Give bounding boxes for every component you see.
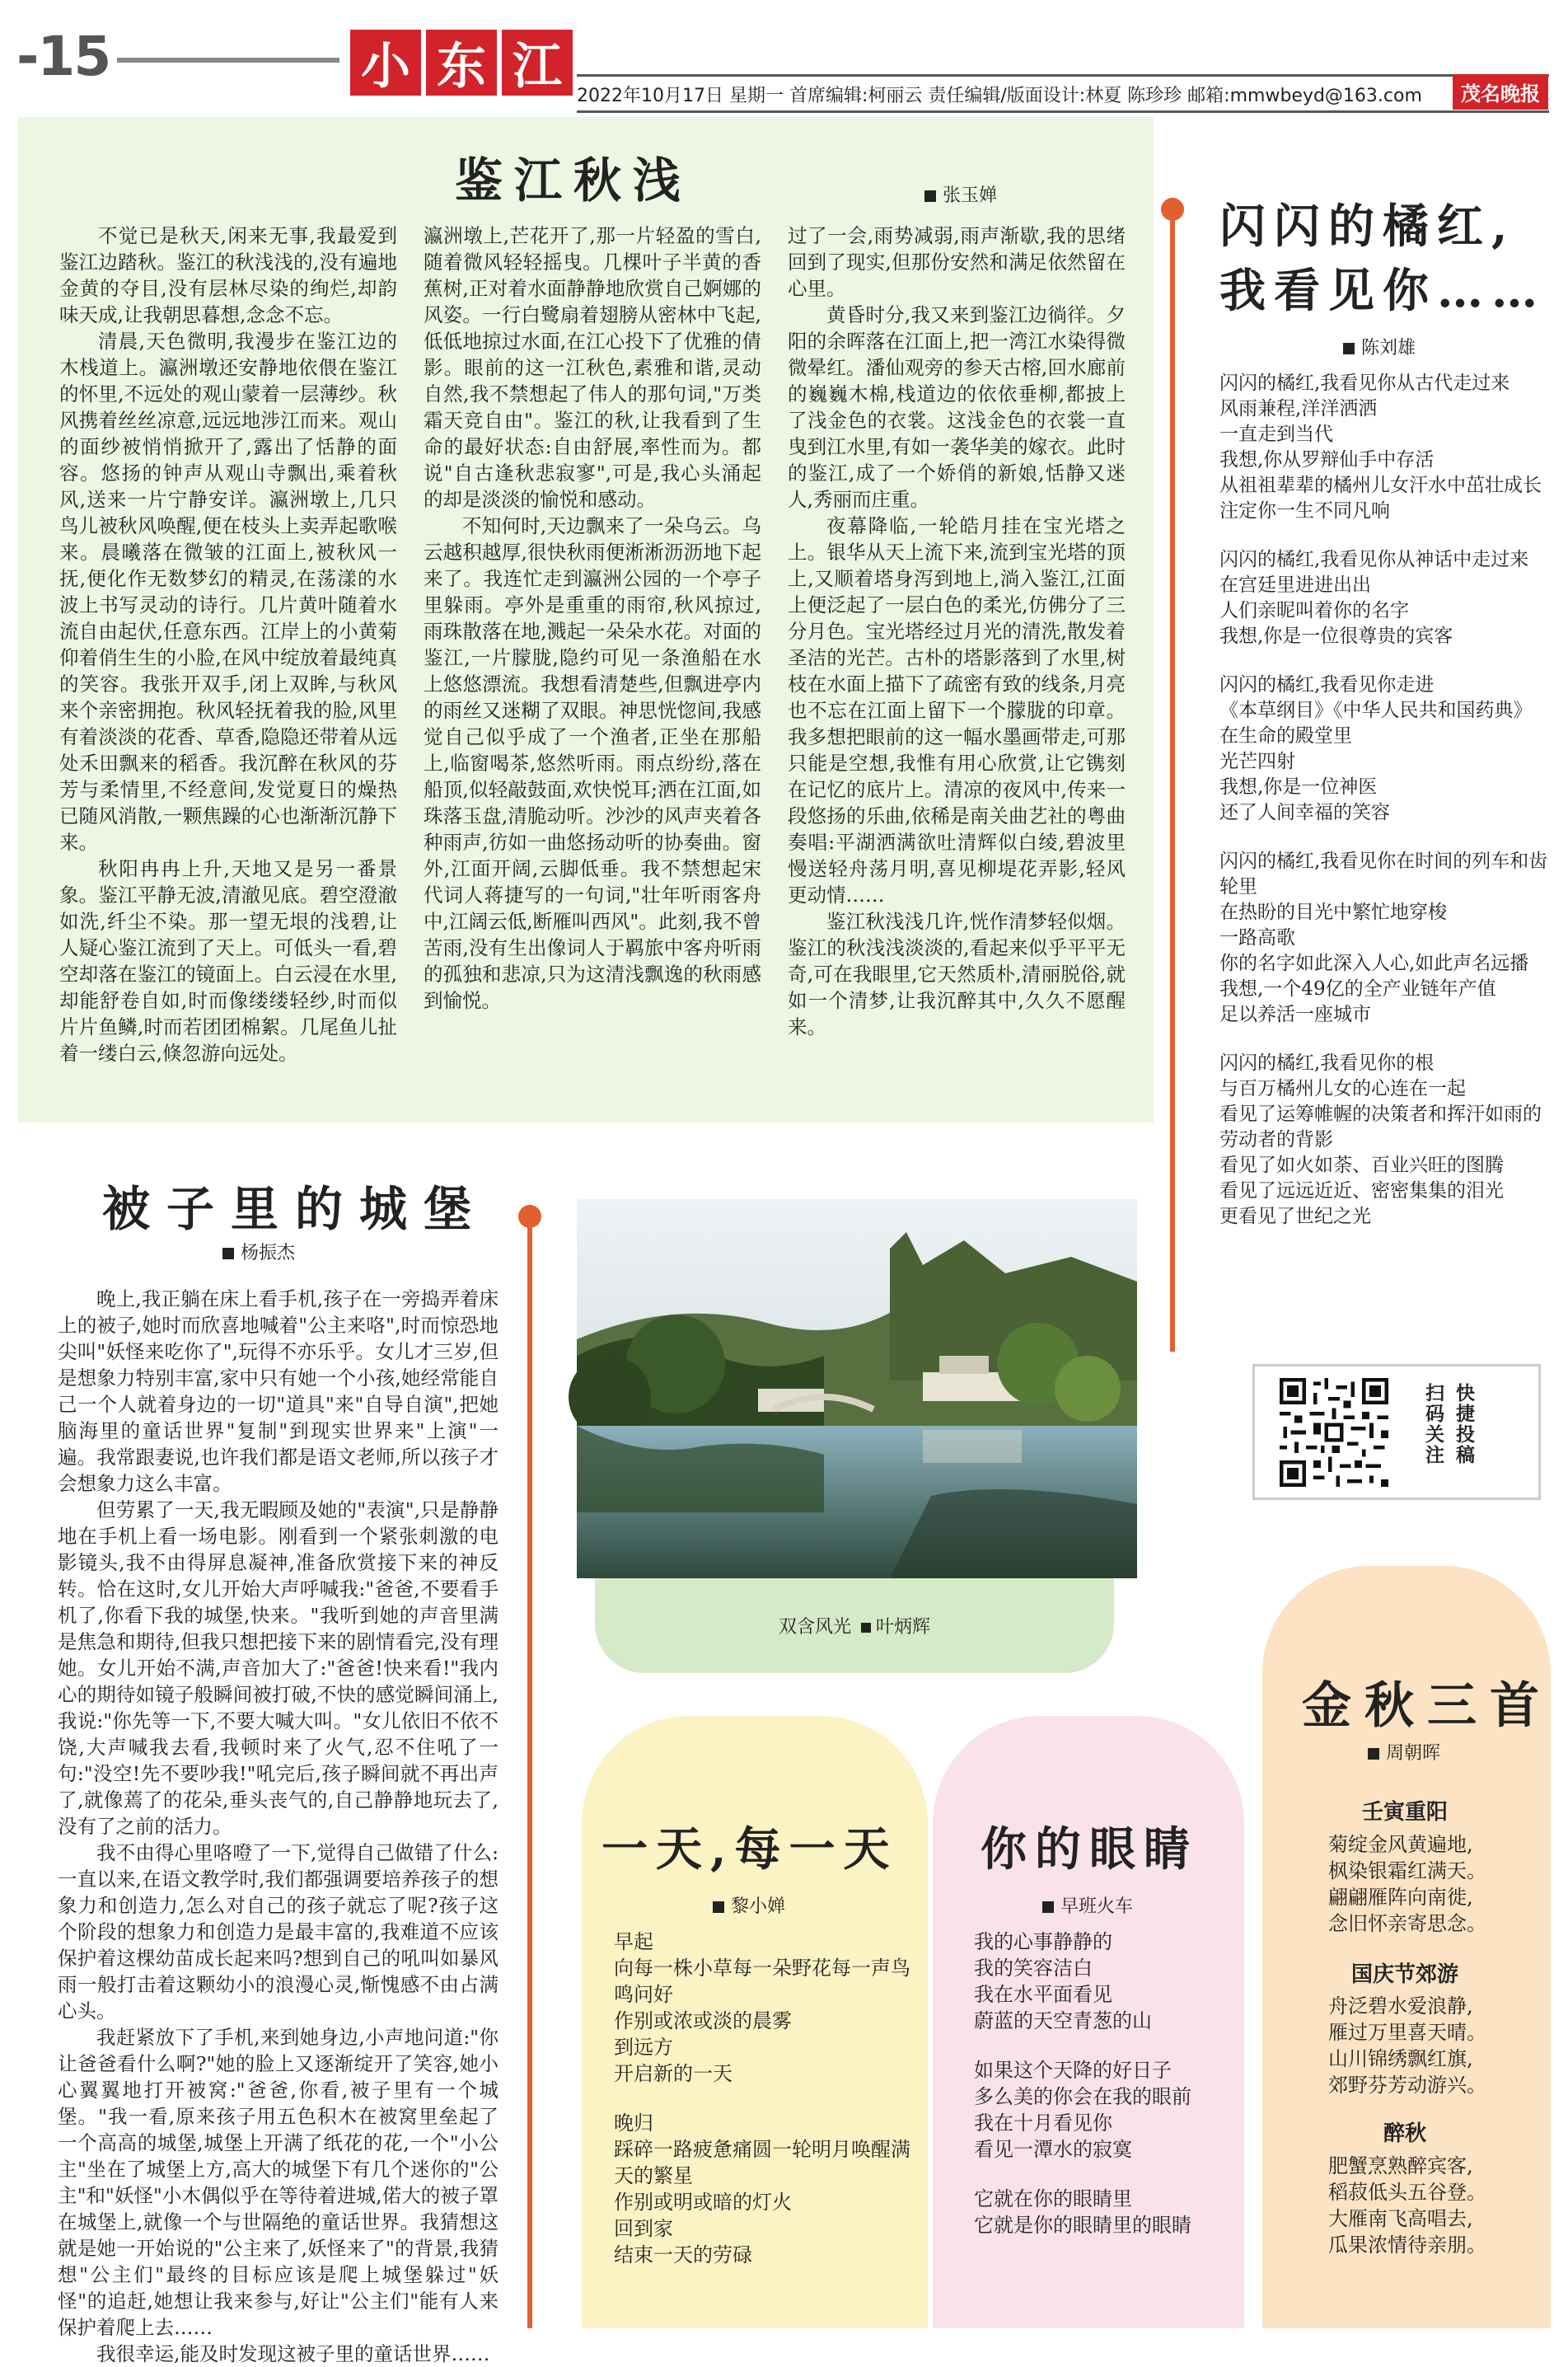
paragraph: 鉴江秋浅浅几许,恍作清梦轻似烟。鉴江的秋浅浅淡淡的,看起来似乎平平无奇,可在我眼里,它天然质朴,清丽脱俗,就如一个清梦,让我沉醉其中,久久不愿醒来。 (788, 910, 1126, 1038)
qr-code-icon[interactable] (1280, 1378, 1388, 1487)
poem-line: 晚归 (614, 2112, 653, 2135)
article-title: 你的眼睛 (981, 1822, 1198, 1877)
byline-square-icon (861, 1623, 871, 1633)
decorative-dot-icon (518, 1205, 541, 1228)
paragraph: 我赶紧放下了手机,来到她身边,小声地问道:"你让爸爸看什么啊?"她的脸上又逐渐绽开了笑容,她小心翼翼地打开被窝:"爸爸,你看,被子里有一个城堡。"我一看,原来孩子用五色积木在被窝里垒起了一个高高的城堡,城堡上开满了纸花的花,一个"小公主"坐在了城堡上方,高大的城堡下有几个迷你的"公主"和"妖怪"小木偶似乎在等待着进城,偌大的被子罩在城堡上,就像一个与世隔绝的童话世界。我猜想这就是她一开始说的"公主来了,妖怪来了"的背景,我猜想"公主们"最终的目标应该是爬上城堡躲过"妖怪"的追赶,她想让我来参与,好让"公主们"能有人来保护着爬上去…… (58, 2026, 498, 2339)
decorative-divider (1170, 198, 1175, 1352)
paragraph: 我不由得心里咯噔了一下,觉得自己做错了什么:一直以来,在语文教学时,我们都强调要培养孩子的想象力和创造力,怎么对自己的孩子就忘了呢?孩子这个阶段的想象力和创造力是最丰富的,我难道不应该保护着这棵幼苗成长起来吗?想到自己的吼叫如暴风雨一般打击着这颗幼小的浪漫心灵,惭愧感不由占满心头。 (58, 1841, 498, 2022)
stanza-break (1219, 524, 1549, 547)
byline-square-icon (713, 1901, 724, 1913)
stanza-break (614, 2087, 919, 2110)
byline-square-icon (1343, 343, 1355, 354)
qr-caption (1420, 1383, 1477, 1465)
poem-body (974, 1929, 1238, 2238)
poem-line: 大雁南飞高唱去, (1328, 2207, 1473, 2230)
poem-line: 闪闪的橘红,我看见你从神话中走过来 (1219, 549, 1529, 570)
byline-square-icon (222, 1248, 234, 1259)
article-byline (713, 1892, 785, 1918)
article-body (58, 1286, 498, 2365)
poem-line: 闪闪的橘红,我看见你从古代走过来 (1219, 373, 1510, 394)
poem-line: 念旧怀亲寄思念。 (1328, 1912, 1486, 1935)
stanza-break (1219, 1028, 1549, 1051)
poem-subtitle: 醉秋 (1383, 2121, 1426, 2146)
poem-line: 人们亲昵叫着你的名字 (1219, 600, 1409, 621)
poem-line: 结束一天的劳碌 (614, 2243, 752, 2266)
title-line: 闪闪的橘红, (1219, 199, 1516, 254)
paragraph: 不知何时,天边飘来了一朵乌云。乌云越积越厚,很快秋雨便淅淅沥沥地下起来了。我连忙走到瀛洲公园的一个亭子里躲雨。亭外是重重的雨帘,秋风掠过,雨珠散落在地,溅起一朵朵水花。对面的鉴江,一片朦胧,隐约可见一条渔船在水上悠悠漂流。我想看清楚些,但飘进亭内的雨丝又迷糊了双眼。神思恍惚间,我感觉自己似乎成了一个渔者,正坐在那船上,临窗喝茶,悠然听雨。雨点纷纷,落在船顶,似轻敲鼓面,欢快悦耳;洒在江面,如珠落玉盘,清脆动听。沙沙的风声夹着各种雨声,彷如一曲悠扬动听的协奏曲。窗外,江面开阔,云脚低垂。我不禁想起宋代词人蒋捷写的一句词,"壮年听雨客舟中,江阔云低,断雁叫西风"。此刻,我不曾苦雨,没有生出像词人于羁旅中客舟听雨的孤独和悲凉,只为这清浅飘逸的秋雨感到愉悦。 (424, 514, 761, 1012)
paragraph: 但劳累了一天,我无暇顾及她的"表演",只是静静地在手机上看一场电影。刚看到一个紧张刺激的电影镜头,我不由得屏息凝神,准备欣赏接下来的神反转。恰在这时,女儿开始大声呼喊我:"爸爸,不要看手机了,你看下我的城堡,快来。"我听到她的声音里满是焦急和期待,但我只想把接下来的剧情看完,没有理她。女儿开始不满,声音加大了:"爸爸!快来看!"我内心的期待如镜子般瞬间被打破,不快的感觉瞬间涌上,我说:"你先等一下,不要大喊大叫。"女儿依旧不依不饶,大声喊我去看,我顿时来了火气,忍不住吼了一句:"没空!先不要吵我!"吼完后,孩子瞬间就不再出声了,就像蔫了的花朵,垂头丧气的,自己静静地玩去了,没有了之前的活力。 (58, 1498, 498, 1838)
stanza-break (974, 2034, 1238, 2057)
article-jianjiang-qiuqian (18, 117, 1154, 1123)
author-name: 杨振杰 (241, 1243, 296, 1263)
author-name: 早班火车 (1060, 1896, 1134, 1917)
poem-line: 一直走到当代 (1219, 424, 1333, 445)
decorative-divider (527, 1205, 532, 2328)
article-title: 被子里的城堡 (102, 1181, 489, 1237)
poem-line: 足以养活一座城市 (1219, 1004, 1371, 1025)
poem-line: 我的心事静静的 (974, 1930, 1112, 1953)
poem-line: 光芒四射 (1219, 751, 1295, 772)
poem-line: 与百万橘州儿女的心连在一起 (1219, 1078, 1466, 1099)
paper-logo: 茂名晚报 (1453, 74, 1548, 110)
poem-body (1328, 1993, 1526, 2098)
poem-line: 我想,你从罗辩仙手中存活 (1219, 449, 1435, 471)
masthead (0, 0, 1568, 115)
poem-line: 雁过万里喜天晴。 (1328, 2021, 1486, 2044)
qr-caption-column: 快捷投稿 (1453, 1383, 1474, 1465)
article-column (59, 223, 397, 1096)
poem-line: 它就是你的眼睛里的眼睛 (974, 2214, 1191, 2237)
poem-line: 蔚蓝的天空青葱的山 (974, 2009, 1152, 2032)
poem-line: 看见了运筹帷幄的决策者和挥汗如雨的劳动者的背影 (1219, 1104, 1542, 1151)
masthead-info: 2022年10月17日 星期一 首席编辑:柯丽云 责任编辑/版面设计:林夏 陈珍珍 邮箱:mmwbeyd@163.com (577, 74, 1549, 113)
poem-line: 闪闪的橘红,我看见你的根 (1219, 1052, 1435, 1074)
paragraph: 过了一会,雨势减弱,雨声渐歇,我的思绪回到了现实,但那份安然和满足依然留在心里。 (788, 224, 1126, 300)
article-column (788, 223, 1126, 1096)
photo-author: 叶炳辉 (876, 1617, 931, 1638)
poem-line: 菊绽金风黄遍地, (1328, 1833, 1473, 1856)
poem-line: 瓜果浓情待亲朋。 (1328, 2233, 1486, 2257)
poem-line: 稻菽低头五谷登。 (1328, 2181, 1486, 2204)
paragraph: 不觉已是秋天,闲来无事,我最爱到鉴江边踏秋。鉴江的秋浅浅的,没有遍地金黄的夺目,没有层林尽染的绚烂,却韵味天成,让我朝思暮想,念念不忘。 (59, 224, 397, 326)
poem-line: 肥蟹烹熟醉宾客, (1328, 2154, 1473, 2177)
byline-square-icon (1042, 1901, 1054, 1913)
page-number: -15 (16, 25, 110, 88)
paragraph: 晚上,我正躺在床上看手机,孩子在一旁捣弄着床上的被子,她时而欣喜地喊着"公主来咯",时而惊恐地尖叫"妖怪来吃你了",玩得不亦乐乎。女儿才三岁,但是想象力特别丰富,家中只有她一个小孩,她经常能自己一个人就着身边的一切"道具"来"自导自演",把她脑海里的童话世界"复制"到现实世界来"上演"一遍。我常跟妻说,也许我们都是语文老师,所以孩子才会想象力这么丰富。 (58, 1287, 498, 1495)
article-byline (1368, 1739, 1440, 1765)
stanza-break (1219, 826, 1549, 849)
qr-caption-column: 扫码关注 (1422, 1383, 1444, 1465)
column-title-char: 小 (350, 30, 421, 96)
author-name: 黎小婵 (731, 1896, 786, 1917)
paragraph: 秋阳冉冉上升,天地又是另一番景象。鉴江平静无波,清澈见底。碧空澄澈如洗,纤尘不染。那一望无垠的浅碧,让人疑心鉴江流到了天上。可低头一看,碧空却落在鉴江的镜面上。白云浸在水里,却能舒卷自如,时而像缕缕轻纱,时而似片片鱼鳞,时而若团团棉絮。几尾鱼儿扯着一缕白云,倏忽游向远处。 (59, 857, 397, 1065)
poem-line: 如果这个天降的好日子 (974, 2059, 1172, 2082)
decorative-dot-icon (1161, 198, 1184, 221)
poem-line: 我想,你是一位很尊贵的宾客 (1219, 626, 1453, 647)
article-byline (924, 181, 997, 207)
poem-line: 山川锦绣飘红旗, (1328, 2047, 1473, 2070)
poem-line: 从祖祖辈辈的橘州儿女汗水中茁壮成长 (1219, 475, 1542, 496)
poem-subtitle: 国庆节郊游 (1350, 1962, 1458, 1987)
poem-line: 早起 (614, 1930, 653, 1953)
poem-line: 你的名字如此深入人心,如此声名远播 (1219, 953, 1529, 974)
poem-subtitle: 壬寅重阳 (1361, 1800, 1448, 1825)
article-title: 一天,每一天 (601, 1822, 898, 1877)
poem-line: 它就在你的眼睛里 (974, 2187, 1132, 2210)
photo-title: 双含风光 (778, 1617, 851, 1638)
poem-line: 注定你一生不同凡响 (1219, 500, 1390, 522)
poem-line: 作别或明或暗的灯火 (614, 2191, 792, 2214)
article-columns (59, 223, 1130, 1096)
poem-line: 我在十月看见你 (974, 2112, 1112, 2135)
poem-line: 翩翩雁阵向南徙, (1328, 1886, 1473, 1909)
poem-line: 枫染银霜红满天。 (1328, 1859, 1486, 1882)
poem-line: 多么美的你会在我的眼前 (974, 2085, 1191, 2108)
page-number-rule (117, 58, 339, 63)
poem-body (1219, 371, 1549, 1230)
poem-line: 作别或浓或淡的晨雾 (614, 2009, 792, 2032)
paragraph: 黄昏时分,我又来到鉴江边徜徉。夕阳的余晖落在江面上,把一湾江水染得微微晕红。潘仙观旁的参天古榕,回水廊前的巍巍木棉,栈道边的依依垂柳,都披上了浅金色的衣裳。这浅金色的衣裳一直曳到江水里,有如一袭华美的嫁衣。此时的鉴江,成了一个娇俏的新娘,恬静又迷人,秀丽而庄重。 (788, 303, 1126, 511)
article-title (1219, 195, 1549, 323)
poem-line: 我在水平面看见 (974, 1983, 1112, 2006)
poem-line: 《本草纲目》《中华人民共和国药典》 (1219, 700, 1533, 721)
poem-line: 在宫廷里进进出出 (1219, 574, 1371, 596)
stanza-break (1219, 649, 1549, 673)
poem-line: 在生命的殿堂里 (1219, 725, 1352, 747)
poem-line: 向每一株小草每一朵野花每一声鸟鸣问好 (614, 1957, 910, 2006)
byline-square-icon (924, 190, 936, 202)
poem-line: 回到家 (614, 2217, 673, 2240)
stanza-break (974, 2163, 1238, 2186)
author-name: 张玉婵 (943, 185, 998, 206)
article-byline (1042, 1892, 1133, 1918)
author-name: 周朝晖 (1386, 1743, 1441, 1764)
column-title (350, 30, 573, 96)
poem-line: 闪闪的橘红,我看见你走进 (1219, 674, 1435, 696)
column-title-char: 江 (502, 30, 573, 96)
poem-line: 我想,你是一位神医 (1219, 776, 1378, 798)
paragraph: 我很幸运,能及时发现这被子里的童话世界…… (96, 2342, 490, 2365)
column-title-char: 东 (426, 30, 497, 96)
paragraph: 清晨,天色微明,我漫步在鉴江边的木栈道上。瀛洲墩还安静地依偎在鉴江的怀里,不远处的观山蒙着一层薄纱。秋风携着丝丝凉意,远远地涉江而来。观山的面纱被悄悄掀开了,露出了恬静的面容。悠扬的钟声从观山寺飘出,乘着秋风,送来一片宁静安详。瀛洲墩上,几只鸟儿被秋风唤醒,便在枝头上卖弄起歌喉来。晨曦落在微皱的江面上,被秋风一抚,便化作无数梦幻的精灵,在荡漾的水波上书写灵动的诗行。几片黄叶随着水流自由起伏,任意东西。江岸上的小黄菊仰着俏生生的小脸,在风中绽放着最纯真的笑容。我张开双手,闭上双眸,与秋风来个亲密拥抱。秋风轻抚着我的脸,风里有着淡淡的花香、草香,隐隐还带着从远处禾田飘来的稻香。我沉醉在秋风的芬芳与柔情里,不经意间,发觉夏日的燥热已随风消散,一颗焦躁的心也渐渐沉静下来。 (59, 330, 397, 854)
poem-line: 看见一潭水的寂寞 (974, 2138, 1132, 2161)
poem-line: 看见了远远近近、密密集集的泪光 (1219, 1180, 1504, 1202)
article-byline (1343, 334, 1416, 359)
poem-line: 风雨兼程,洋洋洒洒 (1219, 398, 1378, 419)
poem-body (1328, 2153, 1526, 2258)
poem-line: 开启新的一天 (614, 2062, 733, 2085)
landscape-photo (577, 1199, 1137, 1578)
photo-caption (595, 1613, 1114, 1638)
poem-line: 一路高歌 (1219, 927, 1295, 949)
article-title: 金秋三首 (1302, 1677, 1552, 1735)
poem-line: 舟泛碧水爱浪静, (1328, 1994, 1473, 2018)
poem-line: 更看见了世纪之光 (1219, 1206, 1371, 1227)
poem-line: 郊野芬芳动游兴。 (1328, 2074, 1486, 2097)
poem-line: 在热盼的目光中繁忙地穿梭 (1219, 902, 1447, 923)
poem-line: 我的笑容洁白 (974, 1957, 1093, 1980)
paragraph: 瀛洲墩上,芒花开了,那一片轻盈的雪白,随着微风轻轻摇曳。几棵叶子半黄的香蕉树,正对着水面静静地欣赏自己婀娜的风姿。一行白鹭扇着翅膀从密林中飞起,低低地掠过水面,在江心投下了优雅的倩影。眼前的这一江秋色,素雅和谐,灵动自然,我不禁想起了伟人的那句词,"万类霜天竞自由"。鉴江的秋,让我看到了生命的最好状态:自由舒展,率性而为。都说"自古逢秋悲寂寥",可是,我心头涌起的却是淡淡的愉悦和感动。 (424, 224, 761, 511)
poem-body (1328, 1831, 1526, 1937)
article-title: 鉴江秋浅 (455, 152, 693, 209)
title-line: 我看见你…… (1219, 264, 1546, 318)
poem-body (614, 1929, 919, 2268)
article-column (424, 223, 761, 1096)
author-name: 陈刘雄 (1361, 338, 1416, 359)
paragraph: 夜幕降临,一轮皓月挂在宝光塔之上。银华从天上流下来,流到宝光塔的顶上,又顺着塔身泻到地上,淌入鉴江,江面上便泛起了一层白色的柔光,仿佛分了三分月色。宝光塔经过月光的清洗,散发着圣洁的光芒。古朴的塔影落到了水里,树枝在水面上描下了疏密有致的线条,月亮也不忘在江面上留下一个朦胧的印章。我多想把眼前的这一幅水墨画带走,可那只能是空想,我惟有用心欣赏,让它镌刻在记忆的底片上。清凉的夜风中,传来一段悠扬的乐曲,依稀是南关曲艺社的粤曲奏唱:平湖洒满欲吐清辉似白绫,碧波里慢送轻舟荡月明,喜见柳堤花弄影,轻风更动情…… (788, 514, 1126, 907)
poem-line: 闪闪的橘红,我看见你在时间的列车和齿轮里 (1219, 851, 1548, 898)
poem-line: 还了人间幸福的笑容 (1219, 802, 1390, 823)
poem-line: 看见了如火如荼、百业兴旺的图腾 (1219, 1155, 1504, 1176)
article-byline (222, 1239, 295, 1264)
poem-line: 到远方 (614, 2036, 673, 2059)
submission-qr-box (1252, 1364, 1541, 1500)
poem-line: 踩碎一路疲惫痛圆一轮明月唤醒满天的繁星 (614, 2138, 910, 2187)
poem-line: 我想,一个49亿的全产业链年产值 (1219, 978, 1496, 1000)
landscape-photo-image (577, 1199, 1137, 1578)
byline-square-icon (1368, 1748, 1379, 1760)
